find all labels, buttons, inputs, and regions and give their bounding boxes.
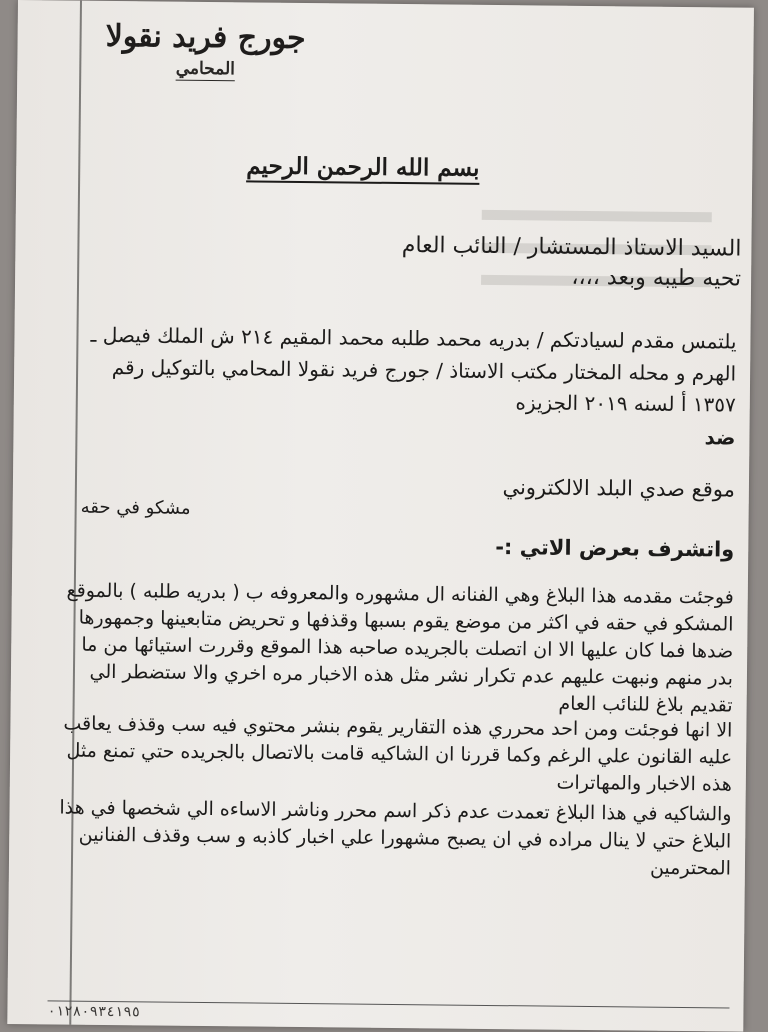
- paragraph-line: فوجئت مقدمه هذا البلاغ وهي الفنانه ال مشهوره والمعروفه ب ( بدريه طلبه ) بالموقع: [66, 579, 734, 609]
- paragraph-line: المحترمين: [649, 856, 732, 880]
- document-page: [7, 0, 754, 1032]
- against-label: ضد: [704, 425, 736, 450]
- paragraph-line: ضدها فما كان عليها الا ان اتصلت بالجريده صاحبه هذا الموقع وقررت استيائها من ما: [81, 633, 734, 663]
- defendant-name: موقع صدي البلد الالكتروني: [502, 475, 736, 502]
- intro-line: الهرم و محله المختار مكتب الاستاذ / جورج فريد نقولا المحامي بالتوكيل رقم: [111, 355, 737, 386]
- paragraph-line: والشاكيه في هذا البلاغ تعمدت عدم ذكر اسم محرر وناشر الاساءه الي شخصها في هذا: [59, 796, 732, 826]
- paragraph-line: هذه الاخبار والمهاترات: [556, 771, 732, 796]
- letterhead: [105, 19, 306, 80]
- intro-line: ١٣٥٧ أ لسنه ٢٠١٩ الجزيزه: [515, 390, 736, 417]
- footer-phone: ٠١٢٨٠٩٣٤١٩٥: [47, 1003, 141, 1021]
- paragraph-line: تقديم بلاغ للنائب العام: [558, 692, 733, 717]
- addressee-line: السيد الاستاذ المستشار / النائب العام: [401, 233, 742, 262]
- paragraph-line: البلاغ حتي لا ينال مراده في ان يصبح مشهورا علي اخبار كاذبه و سب وقذف الفنانين: [78, 823, 732, 853]
- basmala: بسم الله الرحمن الرحيم: [246, 152, 480, 182]
- paragraph-line: الا انها فوجئت ومن احد محرري هذه التقارير يقوم بنشر محتوي فيه سب وقذف يعاقب: [63, 712, 733, 742]
- defendant-role: مشكو في حقه: [80, 496, 191, 519]
- paragraph-line: المشكو في حقه في اكثر من موضع يقوم بسبها وقذفها و تحريض متابعينها وجمهورها: [78, 606, 734, 636]
- footer-rule: [48, 1000, 730, 1008]
- lawyer-name: جورج فريد نقولا: [105, 18, 306, 57]
- intro-line: يلتمس مقدم لسيادتكم / بدريه محمد طلبه محمد المقيم ٢١٤ ش الملك فيصل ـ: [90, 322, 737, 354]
- lawyer-title: المحامي: [175, 58, 236, 80]
- paragraph-line: عليه القانون علي الرغم وكما قررنا ان الشاكيه قامت بالاتصال بالجريده حتي تمنع مثل: [66, 739, 733, 769]
- paragraph-line: بدر منهم ونبهت عليهم عدم تكرار نشر مثل هذه الاخبار مره اخري والا ستضطر الي: [89, 660, 734, 690]
- preface-line: واتشرف بعرض الاتي :-: [495, 535, 735, 562]
- greeting-line: تحيه طيبه وبعد ،،،،: [571, 264, 742, 292]
- bleed-through: [482, 210, 712, 222]
